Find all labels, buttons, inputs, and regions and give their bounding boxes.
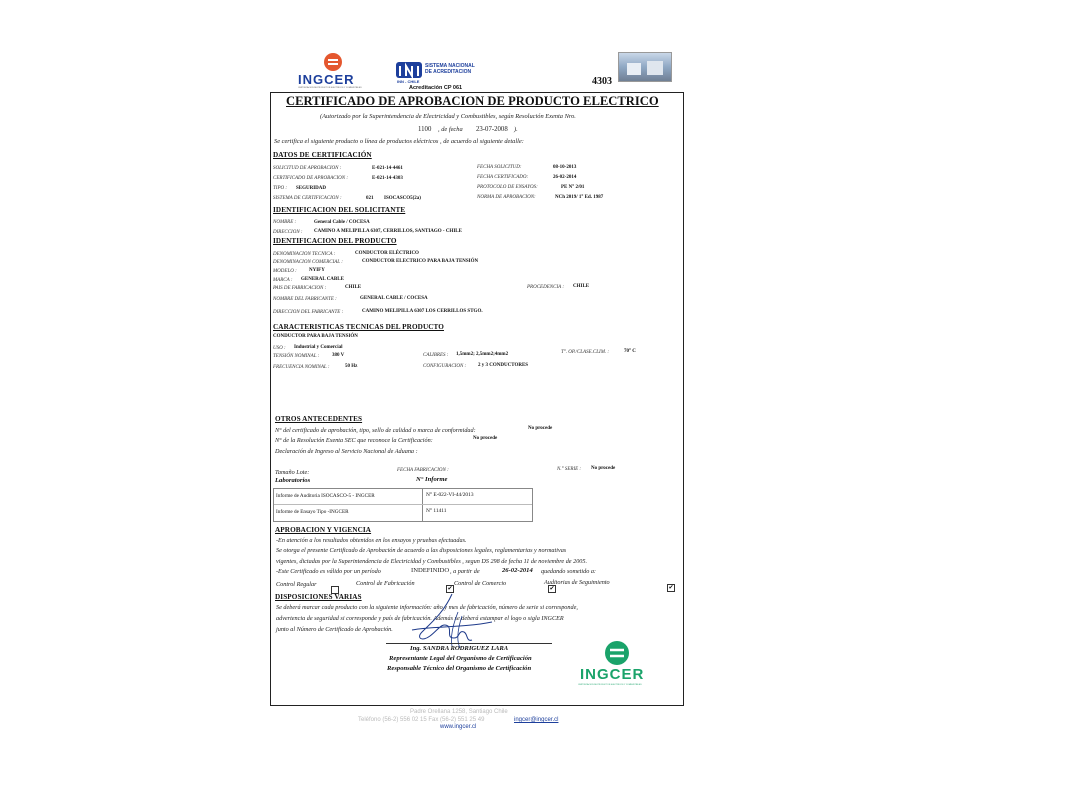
pais-value: CHILE	[345, 285, 362, 290]
calibres-label: CALIBRES :	[423, 353, 449, 358]
tecnica-value: CONDUCTOR ELÉCTRICO	[355, 251, 419, 256]
intro-line: Se certifica el siguiente producto o línea de productos eléctricos , de acuerdo al siguiente detalle:	[274, 138, 524, 145]
footer-phone: Teléfono (56-2) 556 02 15 Fax (56-2) 551 25 49	[358, 717, 485, 723]
de-fecha-label: , de fecha	[438, 126, 463, 133]
ingcer-emblem-icon	[323, 52, 343, 72]
auditorias-checkbox[interactable]: ✔	[668, 585, 674, 592]
nombre-label: NOMBRE :	[273, 220, 297, 225]
modelo-label: MODELO :	[273, 269, 297, 274]
caracteristicas-heading: CARACTERISTICAS TECNICAS DEL PRODUCTO	[273, 323, 444, 331]
table-row-1-name: Informe de Auditoria ISOCASCO-5 - INGCER	[276, 493, 375, 499]
otros-line1-value: No procede	[528, 426, 553, 431]
norma-value: NCh 2019/ 1° Ed. 1987	[555, 195, 604, 200]
protocolo-label: PROTOCOLO DE ENSAYOS:	[477, 185, 538, 190]
solicitud-label: SOLICITUD DE APROBACION :	[273, 166, 342, 171]
ingcer-logo-bottom	[578, 640, 656, 690]
tension-value: 380 V	[332, 353, 345, 358]
tipo-label: TIPO :	[273, 186, 288, 191]
otros-line1: N° del certificado de aprobación, tipo, sello de calidad o marca de conformidad:	[275, 427, 476, 434]
n-informe-label: N° Informe	[416, 476, 448, 483]
marca-label: MARCA :	[273, 278, 293, 283]
otros-heading: OTROS ANTECEDENTES	[275, 415, 363, 423]
resolution-date: 23-07-2008	[476, 126, 508, 133]
fecha-sol-value: 08-10-2013	[553, 165, 577, 170]
table-row-2-name: Informe de Ensayo Tipo -INGCER	[276, 509, 349, 515]
disposiciones-line2: advertencia de seguridad si corresponde y país de fabricación. Además se deberá estampar el logo o sigla INGCER	[276, 615, 564, 622]
ingcer-logo-sub: CERTIFICACION DE PRODUCTOS ELECTRICOS Y COMBUSTIBLES	[298, 87, 362, 89]
aprobacion-heading: APROBACION Y VIGENCIA	[275, 526, 372, 534]
caracteristicas-line: CONDUCTOR PARA BAJA TENSIÓN	[273, 334, 358, 339]
serie-value: No procede	[591, 466, 616, 471]
calibres-value: 1,5mm2; 2,5mm2;4mm2	[456, 352, 509, 357]
disposiciones-heading: DISPOSICIONES VARIAS	[275, 593, 362, 601]
start-date: 26-02-2014	[502, 567, 533, 574]
dir-fab-label: DIRECCION DEL FABRICANTE :	[273, 310, 344, 315]
disposiciones-line1: Se deberá marcar cada producto con la siguiente información: año y mes de fabricación, número de serie si corresponde,	[276, 604, 578, 611]
fabricante-value: GENERAL CABLE / COCESA	[360, 296, 428, 301]
fabricante-label: NOMBRE DEL FABRICANTE :	[273, 297, 337, 302]
marca-value: GENERAL CABLE	[301, 277, 344, 282]
resolution-number: 1100	[418, 126, 432, 133]
otros-line2: N° de la Resolución Exenta SEC que reconoce la Certificación:	[275, 437, 433, 444]
cert-photo	[618, 52, 672, 82]
fecha-cert-label: FECHA CERTIFICADO:	[477, 175, 529, 180]
norma-label: NORMA DE APROBACION:	[477, 195, 536, 200]
table-divider	[422, 489, 423, 521]
ingcer-bottom-emblem-icon	[604, 640, 630, 666]
fecha-fab-label: FECHA FABRICACION :	[397, 468, 449, 473]
acreditacion-label: Acreditación CP 061	[409, 85, 463, 91]
control-comercio-checkbox[interactable]: ✔	[549, 586, 555, 593]
footer-web[interactable]: www.ingcer.cl	[440, 724, 477, 730]
sna-logo	[395, 60, 485, 94]
signature-title2: Responsable Técnico del Organismo de Certificación	[387, 665, 532, 672]
sna-line1: SISTEMA NACIONAL	[425, 63, 475, 69]
sna-inn: INN - CHILE	[397, 79, 420, 84]
footer-email[interactable]: ingcer@ingcer.cl	[514, 717, 559, 723]
frecuencia-label: FRECUENCIA NOMINAL :	[273, 365, 330, 370]
signature-line	[386, 643, 552, 644]
direccion-value: CAMINO A MELIPILLA 6307, CERRILLOS, SANTIAGO - CHILE	[314, 229, 462, 234]
frecuencia-value: 50 Hz	[345, 364, 358, 369]
fecha-sol-label: FECHA SOLICITUD:	[477, 165, 522, 170]
table-row-divider	[274, 504, 532, 505]
nombre-value: General Cable / COCESA	[314, 220, 370, 225]
control-fabricacion-checkbox[interactable]: ✔	[447, 586, 453, 593]
sna-line2: DE ACREDITACION	[425, 69, 472, 75]
ingcer-logo-text: INGCER	[298, 72, 355, 87]
fecha-cert-value: 26-02-2014	[553, 175, 577, 180]
inn-emblem-icon	[395, 60, 423, 80]
periodo-value: INDEFINIDO	[411, 567, 450, 574]
certificado-label: CERTIFICADO DE APROBACION :	[273, 176, 349, 181]
tension-label: TENSIÓN NOMINAL :	[273, 354, 320, 359]
ingcer-bottom-text: INGCER	[580, 666, 645, 683]
solicitante-heading: IDENTIFICACION DEL SOLICITANTE	[273, 206, 406, 214]
producto-heading: IDENTIFICACION DEL PRODUCTO	[273, 237, 397, 245]
otros-line3: Declaración de Ingreso al Servicio Nacional de Aduana :	[275, 448, 418, 455]
config-value: 2 y 3 CONDUCTORES	[478, 363, 529, 368]
comercial-label: DENOMINACION COMERCIAL :	[273, 260, 343, 265]
procedencia-label: PROCEDENCIA :	[527, 285, 564, 290]
aprobacion-line4b: , a partir de	[450, 568, 480, 575]
aprobacion-line1: -En atención a los resultados obtenidos en los ensayos y pruebas efectuadas.	[276, 537, 467, 544]
table-row-2-num: N° 11411	[426, 508, 447, 514]
footer-address: Padre Orellana 1258, Santiago Chile	[410, 709, 508, 715]
uso-label: USO :	[273, 346, 286, 351]
tamano-label: Tamaño Lote:	[275, 469, 310, 476]
laboratorios-label: Laboratorios	[275, 477, 311, 484]
certificado-value: E-021-14-4303	[372, 176, 403, 181]
direccion-label: DIRECCION :	[273, 230, 303, 235]
certificate-title: CERTIFICADO DE APROBACION DE PRODUCTO ELECTRICO	[286, 94, 659, 108]
resolution-close: ).	[514, 126, 518, 133]
table-row-1-num: N° E-022-VI-44/2013	[426, 492, 474, 498]
disposiciones-line3: junto al Número de Certificado de Aprobación.	[276, 626, 393, 633]
dir-fab-value: CAMINO MELIPILLA 6307 LOS CERRILLOS STGO.	[362, 309, 483, 314]
control-regular-label: Control Regular	[276, 581, 317, 588]
auditorias-label: Auditorias de Seguimiento	[544, 579, 610, 586]
aprobacion-line4c: quedando sometido a:	[541, 568, 596, 575]
temp-label: T°. OP./CLASE.CLIM. :	[561, 350, 610, 355]
signature-title1: Representante Legal del Organismo de Certificación	[389, 655, 532, 662]
sistema-label: SISTEMA DE CERTIFICACION :	[273, 196, 342, 201]
control-fabricacion-label: Control de Fabricación	[356, 580, 415, 587]
aprobacion-line3: vigentes, dictadas por la Superintendencia de Electricidad y Combustibles , segun DS 298 de fecha 11 de noviembre de 2005.	[276, 558, 588, 565]
authorization-line: (Autorizado por la Superintendencia de Electricidad y Combustibles, según Resolución Exenta Nro.	[320, 113, 576, 120]
comercial-value: CONDUCTOR ELECTRICO PARA BAJA TENSIÓN	[362, 259, 479, 264]
ingcer-bottom-sub: CERTIFICACION DE PRODUCTOS ELECTRICOS Y COMBUSTIBLES	[578, 684, 642, 686]
datos-heading: DATOS DE CERTIFICACIÓN	[273, 151, 372, 159]
sistema-num: 021	[366, 196, 374, 201]
control-comercio-label: Control de Comercio	[454, 580, 507, 587]
cert-number: 4303	[592, 76, 612, 87]
serie-label: N.° SERIE :	[557, 467, 582, 472]
uso-value: Industrial y Comercial	[294, 345, 343, 350]
config-label: CONFIGURACION :	[423, 364, 467, 369]
ingcer-logo-top	[298, 52, 368, 92]
temp-value: 70° C	[624, 349, 636, 354]
procedencia-value: CHILE	[573, 284, 590, 289]
aprobacion-line2: Se otorga el presente Certificado de Aprobación de acuerdo a las disposiciones legales, reglamentarias y normativas	[276, 547, 567, 554]
signature-name: Ing. SANDRA RODRIGUEZ LARA	[410, 645, 509, 652]
pais-label: PAIS DE FABRICACION :	[273, 286, 327, 291]
sistema-value: ISOCASCO5(2a)	[384, 196, 421, 201]
modelo-value: NYIFY	[309, 268, 325, 273]
protocolo-value: PE N° 2/01	[561, 185, 585, 190]
solicitud-value: E-021-14-4461	[372, 166, 403, 171]
tecnica-label: DENOMINACION TECNICA :	[273, 252, 336, 257]
otros-line2-value: No procede	[473, 436, 498, 441]
aprobacion-line4: -Este Certificado es válido por un período	[276, 568, 381, 575]
tipo-value: SEGURIDAD	[296, 186, 327, 191]
laboratorios-table	[273, 488, 533, 522]
